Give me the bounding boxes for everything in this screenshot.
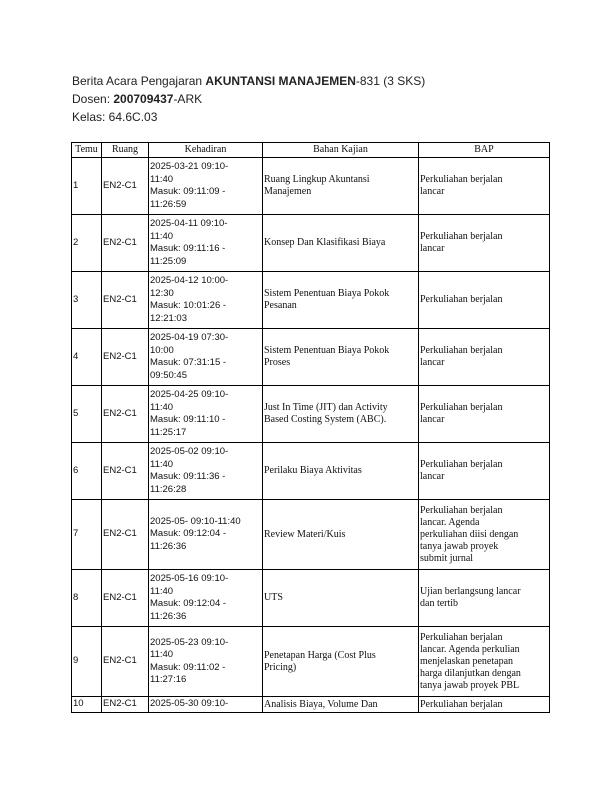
- kehadiran-line: 2025-04-12 10:00-: [150, 275, 229, 286]
- kehadiran-line: 11:40: [150, 230, 174, 242]
- table-row: [72, 697, 550, 713]
- kehadiran-line: 2025-04-25 09:10-: [150, 389, 229, 400]
- bap-line: Perkuliahan berjalan: [420, 631, 503, 643]
- cell-ruang: EN2-C1: [102, 158, 149, 215]
- cell-kehadiran: [149, 158, 263, 215]
- cell-bap: [419, 329, 550, 386]
- bahan-line: Perilaku Biaya Aktivitas: [264, 465, 362, 476]
- bahan-line: Just In Time (JIT) dan Activity: [264, 402, 388, 413]
- kehadiran-line: 11:40: [150, 173, 174, 185]
- table-row: [72, 272, 550, 329]
- bahan-line: Ruang Lingkup Akuntansi: [264, 174, 370, 185]
- table-row: [72, 570, 550, 627]
- kehadiran-line: 11:25:09: [150, 255, 187, 267]
- cell-kehadiran: [149, 215, 263, 272]
- bahan-line: Based Costing System (ABC).: [264, 414, 387, 425]
- cell-bap: [419, 570, 550, 627]
- cell-kehadiran: [149, 443, 263, 500]
- cell-bap: [419, 627, 550, 697]
- kehadiran-line: 2025-05-02 09:10-: [150, 446, 229, 457]
- table-header-row: [72, 143, 550, 158]
- bap-line: Perkuliahan berjalan: [420, 402, 503, 413]
- kehadiran-line: Masuk: 09:11:10 -: [150, 414, 226, 425]
- cell-bap: [419, 215, 550, 272]
- bap-line: submit jurnal: [420, 552, 474, 564]
- kehadiran-line: 11:26:59: [150, 198, 187, 210]
- kehadiran-line: 2025-04-19 07:30-: [150, 332, 229, 343]
- bap-line: Perkuliahan berjalan: [420, 459, 503, 470]
- cell-bahan-kajian: [263, 215, 419, 272]
- bap-line: Ujian berlangsung lancar: [420, 586, 521, 597]
- col-header-bahan-kajian: Bahan Kajian: [263, 143, 419, 158]
- bap-line: Perkuliahan berjalan: [420, 174, 503, 185]
- bap-line: lancar: [420, 243, 445, 254]
- table-row: [72, 386, 550, 443]
- bap-line: lancar: [420, 357, 445, 368]
- bap-line: Perkuliahan berjalan: [420, 504, 503, 516]
- cell-kehadiran: [149, 570, 263, 627]
- cell-ruang: EN2-C1: [102, 386, 149, 443]
- bahan-line: Konsep Dan Klasifikasi Biaya: [264, 237, 386, 248]
- col-header-kehadiran: Kehadiran: [149, 143, 263, 158]
- bap-line: lancar. Agenda perkulian: [420, 643, 520, 655]
- table-row: [72, 158, 550, 215]
- bap-line: harga dilanjutkan dengan: [420, 667, 521, 679]
- col-header-bap: BAP: [419, 143, 550, 158]
- bahan-line: Manajemen: [264, 186, 312, 197]
- cell-ruang: EN2-C1: [102, 329, 149, 386]
- kehadiran-line: 11:40: [150, 585, 174, 597]
- bahan-line: Sistem Penentuan Biaya Pokok: [264, 345, 390, 356]
- kehadiran-line: 11:40: [150, 458, 174, 470]
- cell-temu: 3: [72, 272, 102, 329]
- bap-line: lancar: [420, 471, 445, 482]
- kehadiran-line: 2025-05- 09:10-11:40: [150, 515, 241, 527]
- bahan-line: UTS: [264, 592, 283, 603]
- kehadiran-line: 2025-05-16 09:10-: [150, 573, 229, 584]
- table-row: [72, 627, 550, 697]
- bap-line: lancar: [420, 186, 445, 197]
- bap-table: [71, 142, 550, 713]
- course-name: AKUNTANSI MANAJEMEN: [205, 74, 356, 88]
- kehadiran-line: Masuk: 07:31:15 -: [150, 357, 227, 368]
- cell-bahan-kajian: [263, 627, 419, 697]
- kehadiran-line: 2025-05-23 09:10-: [150, 636, 229, 648]
- cell-bap: [419, 697, 550, 713]
- kehadiran-line: Masuk: 09:12:04 -: [150, 598, 227, 609]
- cell-ruang: EN2-C1: [102, 215, 149, 272]
- dosen-suffix: -ARK: [173, 92, 203, 106]
- kehadiran-line: Masuk: 09:12:04 -: [150, 528, 227, 540]
- cell-temu: 10: [72, 697, 102, 713]
- kehadiran-line: 2025-04-11 09:10-: [150, 218, 228, 229]
- table-row: [72, 329, 550, 386]
- bap-line: tanya jawab proyek PBL: [420, 679, 520, 691]
- cell-bahan-kajian: [263, 443, 419, 500]
- cell-bahan-kajian: [263, 500, 419, 570]
- document-header: [72, 72, 425, 126]
- cell-temu: 2: [72, 215, 102, 272]
- cell-kehadiran: [149, 386, 263, 443]
- kehadiran-line: 09:50:45: [150, 369, 187, 381]
- bap-line: Perkuliahan berjalan: [420, 345, 503, 356]
- kehadiran-line: Masuk: 10:01:26 -: [150, 300, 227, 311]
- cell-ruang: EN2-C1: [102, 272, 149, 329]
- kehadiran-line: 12:30: [150, 287, 174, 299]
- kehadiran-line: Masuk: 09:11:36 -: [150, 471, 226, 482]
- bap-line: perkuliahan diisi dengan: [420, 528, 519, 540]
- dosen-id: 200709437: [113, 92, 174, 106]
- bap-line: lancar: [420, 414, 445, 425]
- bap-line: lancar. Agenda: [420, 516, 480, 528]
- dosen-line: [72, 90, 425, 108]
- table-row: [72, 215, 550, 272]
- bap-line: tanya jawab proyek: [420, 540, 499, 552]
- kelas-line: Kelas: 64.6C.03: [72, 110, 158, 124]
- kehadiran-line: 11:27:16: [150, 674, 187, 685]
- bap-line: dan tertib: [420, 598, 459, 609]
- cell-temu: 6: [72, 443, 102, 500]
- cell-temu: 9: [72, 627, 102, 697]
- course-code: -831 (3 SKS): [355, 74, 426, 88]
- kehadiran-line: 10:00: [150, 344, 174, 356]
- dosen-label: Dosen:: [72, 92, 114, 106]
- cell-temu: 5: [72, 386, 102, 443]
- cell-bahan-kajian: [263, 570, 419, 627]
- cell-bap: [419, 272, 550, 329]
- kehadiran-line: 11:40: [150, 401, 174, 413]
- bahan-line: Pesanan: [264, 300, 297, 311]
- cell-ruang: EN2-C1: [102, 627, 149, 697]
- cell-bap: [419, 158, 550, 215]
- table-row: [72, 500, 550, 570]
- bap-line: Perkuliahan berjalan: [420, 294, 503, 305]
- cell-bahan-kajian: [263, 272, 419, 329]
- kehadiran-line: 11:26:36: [150, 540, 187, 552]
- cell-bap: [419, 500, 550, 570]
- cell-kehadiran: [149, 627, 263, 697]
- cell-kehadiran: [149, 272, 263, 329]
- kehadiran-line: 11:26:36: [150, 610, 187, 622]
- cell-temu: 4: [72, 329, 102, 386]
- kehadiran-line: 11:40: [150, 649, 174, 660]
- cell-ruang: EN2-C1: [102, 443, 149, 500]
- cell-bahan-kajian: [263, 386, 419, 443]
- table-row: [72, 443, 550, 500]
- bap-line: menjelaskan penetapan: [420, 655, 514, 667]
- col-header-ruang: Ruang: [102, 143, 149, 158]
- col-header-temu: Temu: [72, 143, 102, 158]
- kehadiran-line: 11:26:28: [150, 483, 187, 495]
- cell-ruang: EN2-C1: [102, 500, 149, 570]
- cell-temu: 7: [72, 500, 102, 570]
- cell-bahan-kajian: [263, 697, 419, 713]
- cell-temu: 1: [72, 158, 102, 215]
- kehadiran-line: Masuk: 09:11:09 -: [150, 186, 226, 197]
- cell-ruang: EN2-C1: [102, 570, 149, 627]
- kehadiran-line: 2025-05-30 09:10-: [150, 698, 229, 710]
- cell-bap: [419, 386, 550, 443]
- kehadiran-line: Masuk: 09:11:02 -: [150, 661, 226, 673]
- bahan-line: Pricing): [264, 661, 297, 673]
- kehadiran-line: 11:25:17: [150, 426, 187, 438]
- kehadiran-line: Masuk: 09:11:16 -: [150, 243, 226, 254]
- bahan-line: Penetapan Harga (Cost Plus: [264, 649, 376, 661]
- title-prefix: Berita Acara Pengajaran: [72, 74, 206, 88]
- cell-temu: 8: [72, 570, 102, 627]
- bahan-line: Analisis Biaya, Volume Dan: [264, 698, 378, 710]
- cell-bahan-kajian: [263, 158, 419, 215]
- kehadiran-line: 12:21:03: [150, 312, 187, 324]
- bap-line: Perkuliahan berjalan: [420, 231, 503, 242]
- cell-bap: [419, 443, 550, 500]
- bap-line: Perkuliahan berjalan: [420, 698, 503, 710]
- cell-kehadiran: [149, 697, 263, 713]
- cell-ruang: EN2-C1: [102, 697, 149, 713]
- bahan-line: Sistem Penentuan Biaya Pokok: [264, 288, 390, 299]
- cell-kehadiran: [149, 500, 263, 570]
- kehadiran-line: 2025-03-21 09:10-: [150, 161, 229, 172]
- bahan-line: Review Materi/Kuis: [264, 528, 346, 540]
- title-line: [72, 72, 425, 90]
- bahan-line: Proses: [264, 357, 291, 368]
- cell-bahan-kajian: [263, 329, 419, 386]
- cell-kehadiran: [149, 329, 263, 386]
